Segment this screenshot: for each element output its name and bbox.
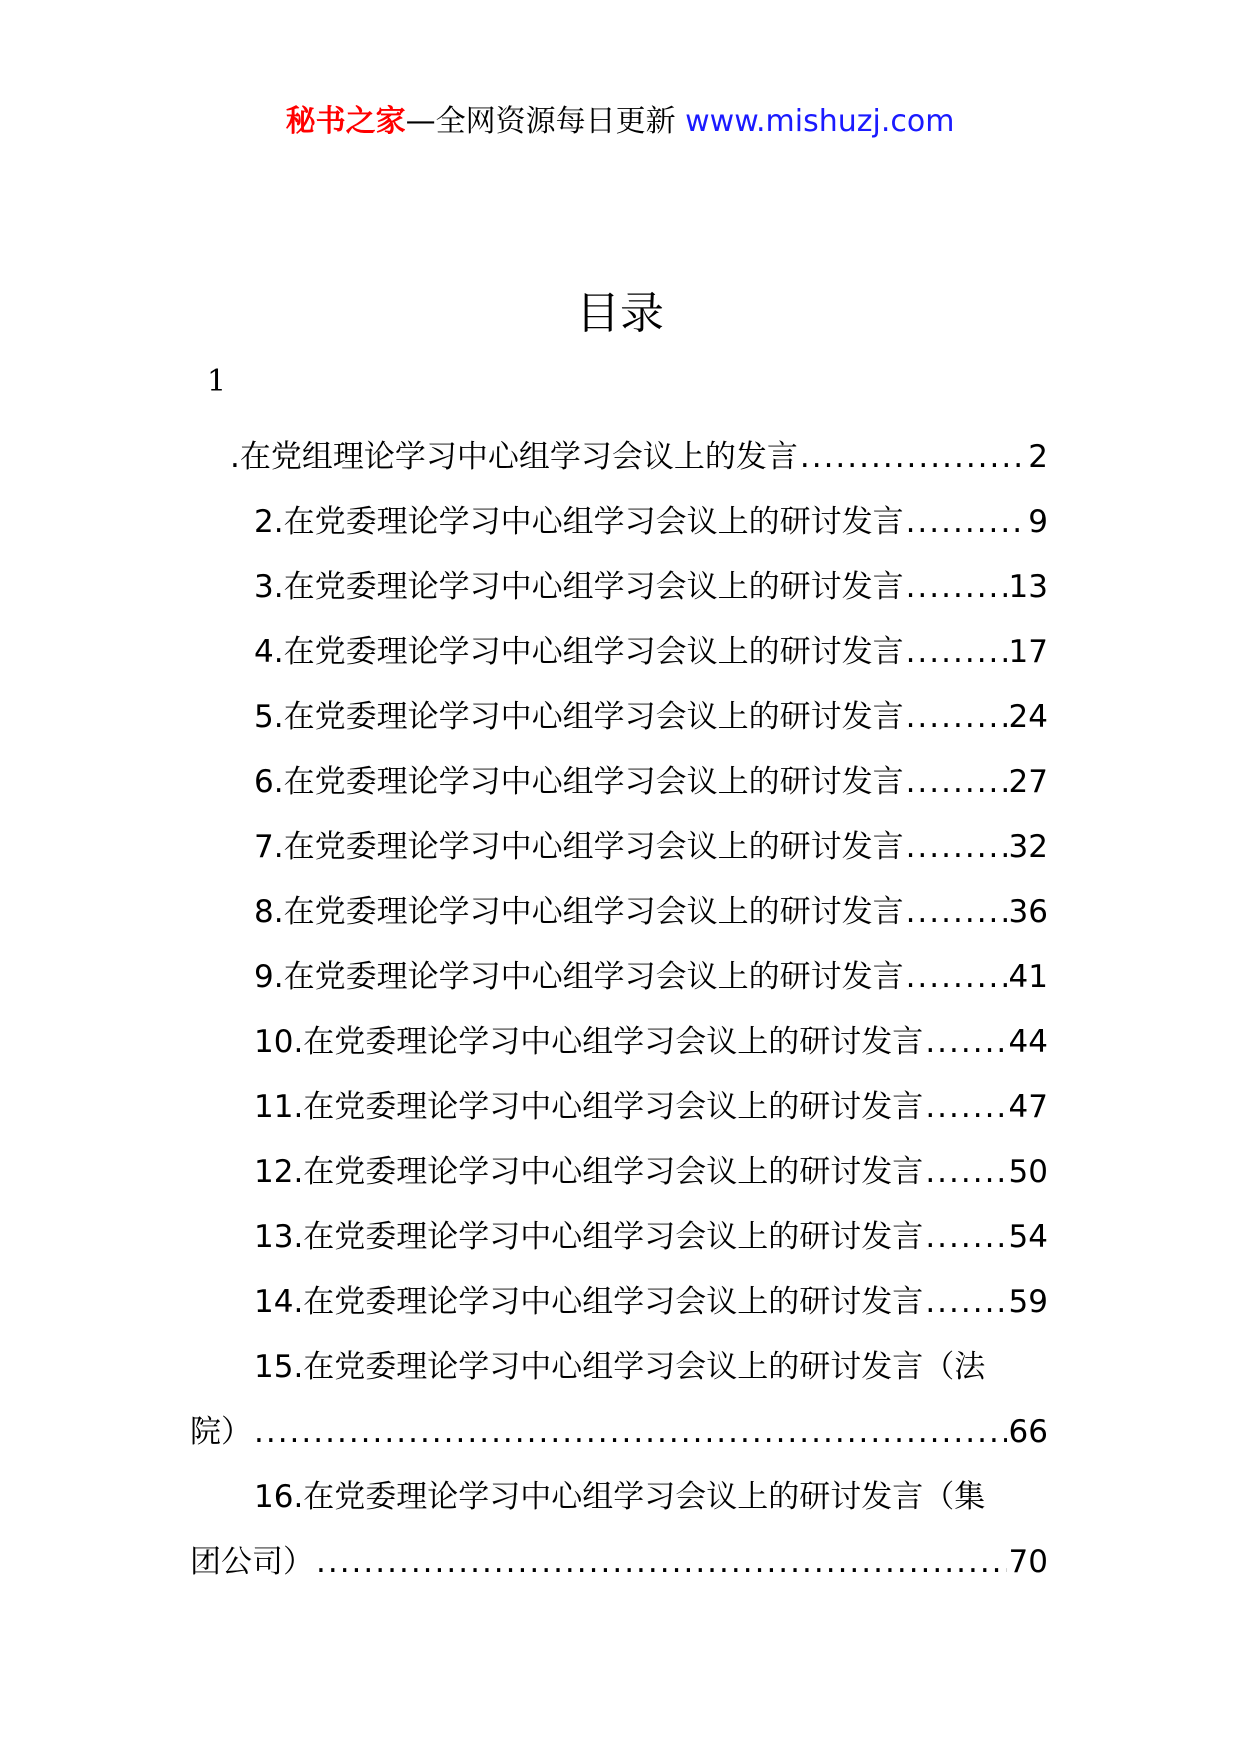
toc-leader-dots (906, 555, 1007, 620)
toc-entry[interactable] (190, 815, 1048, 880)
toc-leader-dots (906, 880, 1007, 945)
toc-entry[interactable] (190, 425, 1048, 490)
toc-leader-dots (925, 1140, 1006, 1205)
toc-entry-title: 11.在党委理论学习中心组学习会议上的研讨发言 (254, 1089, 924, 1125)
toc-page-number: 41 (1008, 959, 1048, 995)
toc-leader-dots (925, 1075, 1006, 1140)
toc-entry-title-continued: 院） (190, 1414, 252, 1450)
toc-entry-title: .在党组理论学习中心组学习会议上的发言 (230, 439, 798, 475)
toc-entry[interactable] (190, 1205, 1048, 1270)
table-of-contents (190, 425, 1048, 1595)
toc-leader-dots (906, 490, 1027, 555)
toc-entry-title: 3.在党委理论学习中心组学习会议上的研讨发言 (254, 569, 904, 605)
toc-page-number: 13 (1008, 569, 1048, 605)
site-url-link[interactable]: www.mishuzj.com (685, 104, 955, 139)
toc-title: 目录 (576, 288, 664, 339)
toc-page-number: 17 (1008, 634, 1048, 670)
toc-entry-title-continued: 团公司） (190, 1544, 314, 1580)
toc-entry-title: 5.在党委理论学习中心组学习会议上的研讨发言 (254, 699, 904, 735)
toc-page-number: 54 (1008, 1219, 1048, 1255)
toc-entry[interactable] (190, 750, 1048, 815)
toc-entry-wrapped-first-line[interactable] (190, 1335, 1048, 1400)
toc-leader-dots (906, 750, 1007, 815)
toc-page-number: 59 (1008, 1284, 1048, 1320)
toc-page-number: 9 (1028, 504, 1048, 540)
toc-leader-dots (800, 425, 1026, 490)
toc-entry-wrapped-second-line[interactable] (190, 1530, 1048, 1595)
brand-name: 秘书之家 (285, 104, 406, 139)
toc-entry-title: 12.在党委理论学习中心组学习会议上的研讨发言 (254, 1154, 924, 1190)
toc-leader-dots (316, 1530, 1007, 1595)
toc-entry-title: 15.在党委理论学习中心组学习会议上的研讨发言（法 (254, 1349, 986, 1385)
toc-entry[interactable] (190, 945, 1048, 1010)
toc-entry-title: 9.在党委理论学习中心组学习会议上的研讨发言 (254, 959, 904, 995)
toc-entry[interactable] (190, 555, 1048, 620)
toc-leader-dots (925, 1270, 1006, 1335)
toc-entry-title: 2.在党委理论学习中心组学习会议上的研讨发言 (254, 504, 904, 540)
toc-entry[interactable] (190, 685, 1048, 750)
toc-entry[interactable] (190, 1075, 1048, 1140)
toc-page-number: 2 (1028, 439, 1048, 475)
toc-entry-title: 7.在党委理论学习中心组学习会议上的研讨发言 (254, 829, 904, 865)
toc-page-number: 36 (1008, 894, 1048, 930)
toc-entry[interactable] (190, 1270, 1048, 1335)
toc-leader-dots (925, 1010, 1006, 1075)
toc-entry[interactable] (190, 880, 1048, 945)
toc-entry-title: 14.在党委理论学习中心组学习会议上的研讨发言 (254, 1284, 924, 1320)
toc-page-number: 44 (1008, 1024, 1048, 1060)
toc-entry[interactable] (190, 1140, 1048, 1205)
toc-page-number: 24 (1008, 699, 1048, 735)
toc-page-number: 70 (1008, 1544, 1048, 1580)
list-number-marker: 1 (207, 364, 227, 399)
toc-entry-title: 4.在党委理论学习中心组学习会议上的研讨发言 (254, 634, 904, 670)
toc-entry-title: 10.在党委理论学习中心组学习会议上的研讨发言 (254, 1024, 924, 1060)
toc-entry-wrapped-first-line[interactable] (190, 1465, 1048, 1530)
site-header (0, 102, 1240, 142)
toc-entry-title: 13.在党委理论学习中心组学习会议上的研讨发言 (254, 1219, 924, 1255)
toc-leader-dots (906, 815, 1007, 880)
tagline: —全网资源每日更新 (405, 104, 676, 139)
toc-page-number: 47 (1008, 1089, 1048, 1125)
toc-entry-wrapped-second-line[interactable] (190, 1400, 1048, 1465)
toc-leader-dots (906, 685, 1007, 750)
toc-leader-dots (254, 1400, 1007, 1465)
toc-entry[interactable] (190, 1010, 1048, 1075)
toc-page-number: 50 (1008, 1154, 1048, 1190)
toc-leader-dots (906, 620, 1007, 685)
toc-entry[interactable] (190, 490, 1048, 555)
toc-leader-dots (925, 1205, 1006, 1270)
toc-page-number: 32 (1008, 829, 1048, 865)
toc-entry[interactable] (190, 620, 1048, 685)
toc-page-number: 66 (1008, 1414, 1048, 1450)
toc-entry-title: 6.在党委理论学习中心组学习会议上的研讨发言 (254, 764, 904, 800)
toc-leader-dots (906, 945, 1007, 1010)
toc-entry-title: 8.在党委理论学习中心组学习会议上的研讨发言 (254, 894, 904, 930)
toc-entry-title: 16.在党委理论学习中心组学习会议上的研讨发言（集 (254, 1479, 986, 1515)
toc-page-number: 27 (1008, 764, 1048, 800)
